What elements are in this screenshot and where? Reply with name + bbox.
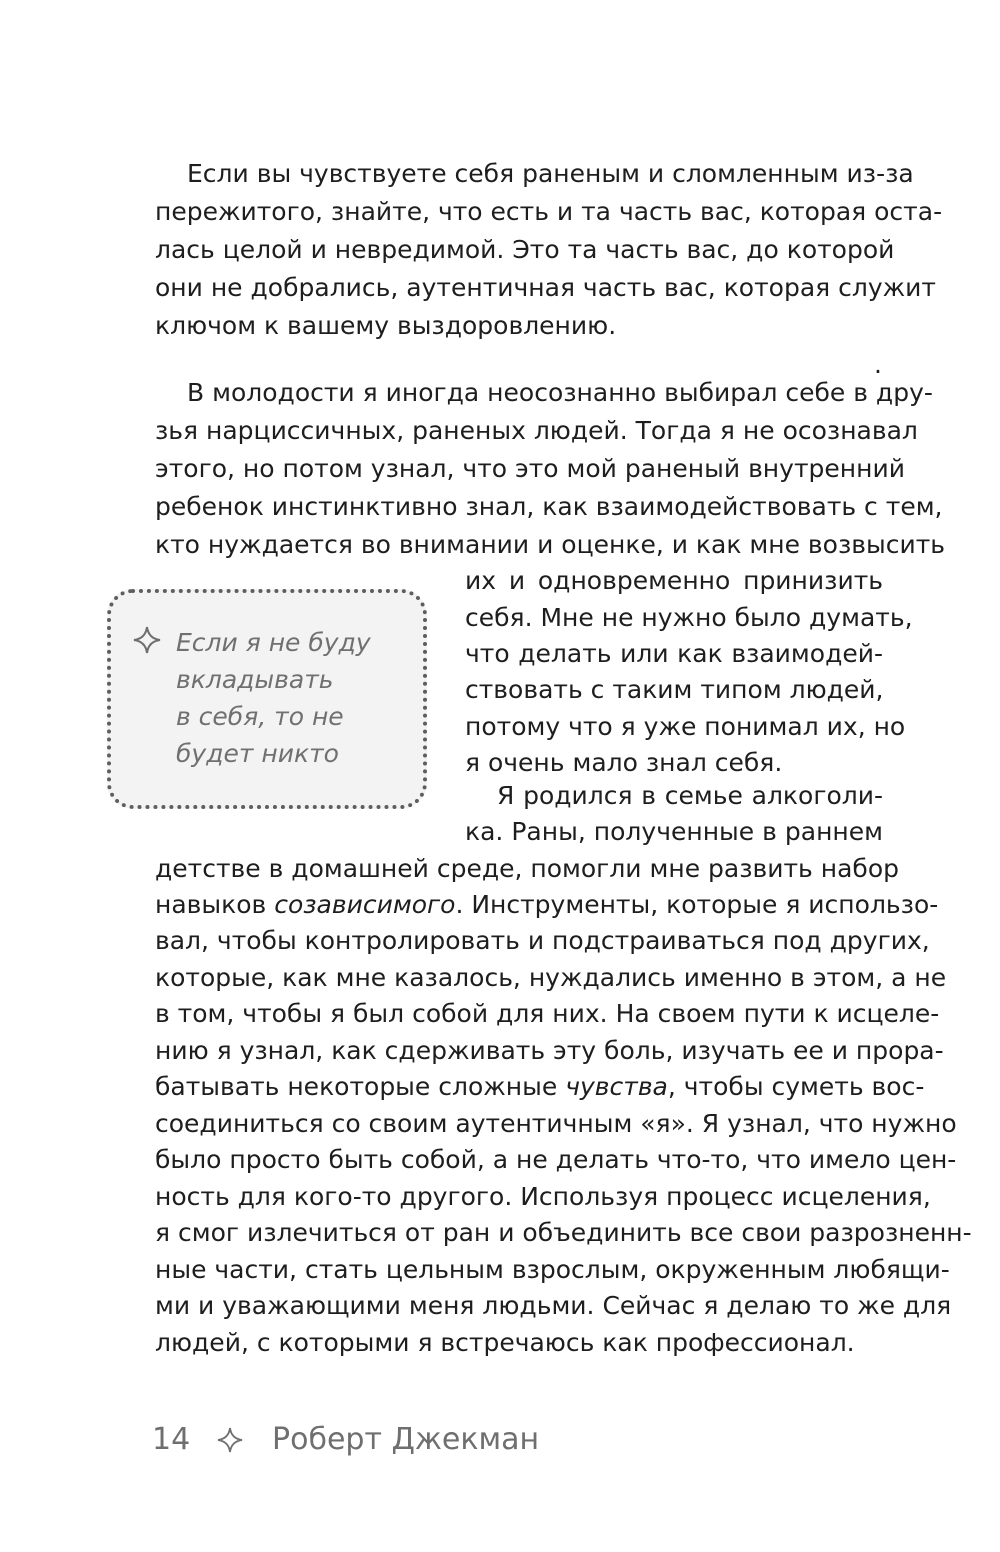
text-line: ка. Раны, полученные в раннем <box>465 817 883 846</box>
text-line: они не добрались, аутентичная часть вас, которая служит <box>155 273 936 302</box>
text-line: ребенок инстинктивно знал, как взаимодействовать с тем, <box>155 492 943 521</box>
emphasis-text: созависимого <box>274 890 456 919</box>
text-line: Если вы чувствуете себя раненым и сломленным из-за <box>187 159 914 188</box>
text-line: я смог излечиться от ран и объединить все свои разрозненн- <box>155 1218 972 1247</box>
sparkle-star-icon <box>216 1426 244 1454</box>
author-name: Роберт Джекман <box>272 1422 540 1457</box>
text-line: зья нарциссичных, раненых людей. Тогда я не осознавал <box>155 416 918 445</box>
stray-mark: . <box>874 350 882 379</box>
text-line: которые, как мне казалось, нуждались именно в этом, а не <box>155 963 947 992</box>
quote-line: Если я не буду <box>176 628 371 657</box>
text-line: ми и уважающими меня людьми. Сейчас я делаю то же для <box>155 1291 952 1320</box>
text-line <box>155 887 939 923</box>
text-line: соединиться со своим аутентичным «я». Я узнал, что нужно <box>155 1109 957 1138</box>
text-line: вал, чтобы контролировать и подстраиваться под других, <box>155 926 930 955</box>
text-line: их и одновременно принизить <box>465 566 883 595</box>
text-line: что делать или как взаимодей- <box>465 639 883 668</box>
text-line: кто нуждается во внимании и оценке, и как мне возвысить <box>155 530 946 559</box>
text-line: нию я узнал, как сдерживать эту боль, изучать ее и прора- <box>155 1036 944 1065</box>
text-line: ствовать с таким типом людей, <box>465 675 884 704</box>
page-number: 14 <box>152 1422 191 1457</box>
text-line: ключом к вашему выздоровлению. <box>155 311 617 340</box>
text-line: пережитого, знайте, что есть и та часть вас, которая оста- <box>155 197 943 226</box>
text-line: этого, но потом узнал, что это мой раненый внутренний <box>155 454 905 483</box>
quote-line: будет никто <box>176 739 339 768</box>
sparkle-star-icon <box>132 625 162 655</box>
text-line: В молодости я иногда неосознанно выбирал себе в дру- <box>187 378 933 407</box>
text-span: батывать некоторые сложные <box>155 1072 566 1101</box>
text-span: навыков <box>155 890 275 919</box>
text-line: было просто быть собой, а не делать что-то, что имело цен- <box>155 1145 957 1174</box>
text-line: потому что я уже понимал их, но <box>465 712 906 741</box>
text-line: ность для кого-то другого. Используя процесс исцеления, <box>155 1182 931 1211</box>
text-line: людей, с которыми я встречаюсь как профессионал. <box>155 1328 855 1357</box>
text-span: . Инструменты, которые я использо- <box>455 890 939 919</box>
text-line: Я родился в семье алкоголи- <box>497 781 883 810</box>
text-line: лась целой и невредимой. Это та часть вас, до которой <box>155 235 895 264</box>
text-line <box>155 1069 925 1105</box>
text-line: себя. Мне не нужно было думать, <box>465 603 913 632</box>
text-line: ные части, стать цельным взрослым, окруженным любящи- <box>155 1255 950 1284</box>
quote-line: в себя, то не <box>176 702 344 731</box>
quote-line: вкладывать <box>176 665 334 694</box>
text-line: детстве в домашней среде, помогли мне развить набор <box>155 854 899 883</box>
text-span: , чтобы суметь вос- <box>667 1072 925 1101</box>
text-line: в том, чтобы я был собой для них. На своем пути к исцеле- <box>155 999 940 1028</box>
text-line: я очень мало знал себя. <box>465 748 783 777</box>
emphasis-text: чувства <box>565 1072 668 1101</box>
